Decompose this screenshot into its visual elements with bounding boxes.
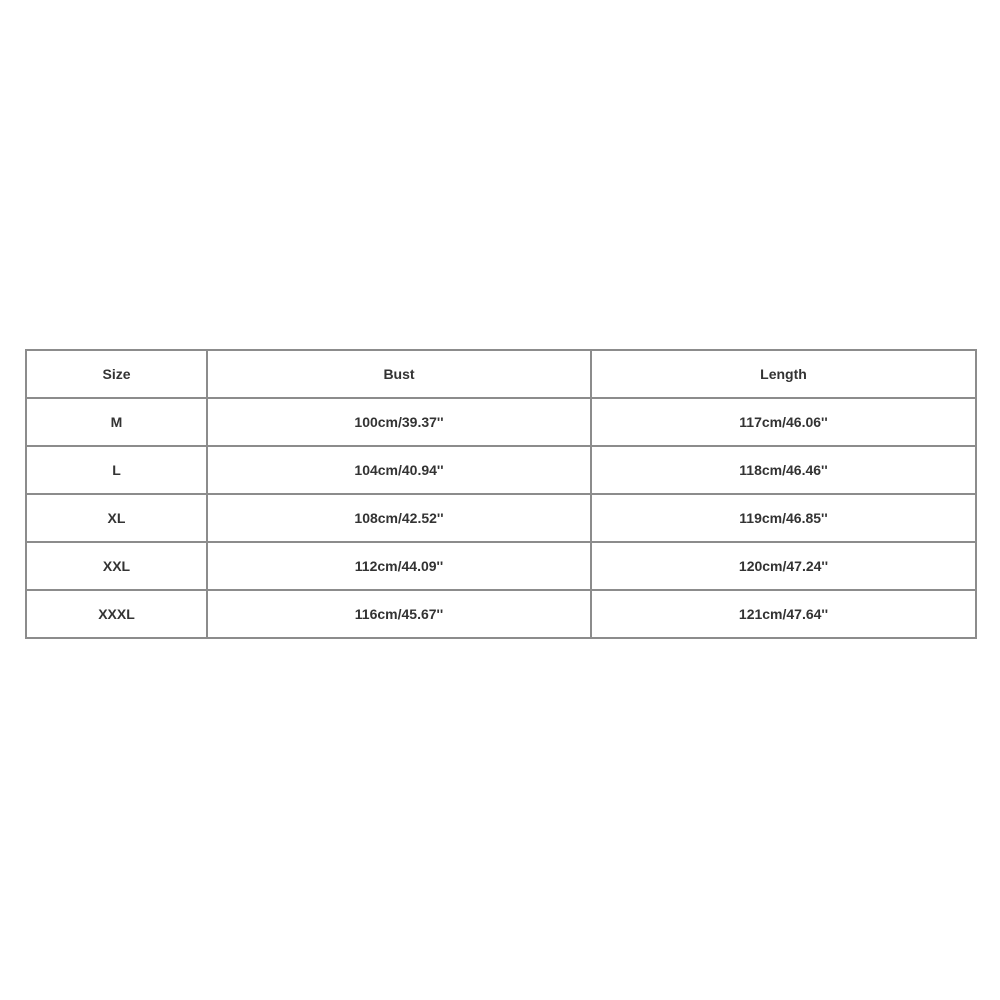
bust-cell: 116cm/45.67'' [207,590,591,638]
length-cell: 117cm/46.06'' [591,398,976,446]
header-size: Size [26,350,207,398]
table-row [26,494,976,542]
size-cell: M [26,398,207,446]
size-cell: L [26,446,207,494]
table-row [26,446,976,494]
length-cell: 120cm/47.24'' [591,542,976,590]
bust-cell: 108cm/42.52'' [207,494,591,542]
header-length: Length [591,350,976,398]
length-cell: 121cm/47.64'' [591,590,976,638]
bust-cell: 100cm/39.37'' [207,398,591,446]
bust-cell: 104cm/40.94'' [207,446,591,494]
header-bust: Bust [207,350,591,398]
size-cell: XXL [26,542,207,590]
length-cell: 118cm/46.46'' [591,446,976,494]
table-row [26,398,976,446]
table-row [26,542,976,590]
size-chart-table [25,349,977,639]
size-cell: XXXL [26,590,207,638]
table-row [26,590,976,638]
bust-cell: 112cm/44.09'' [207,542,591,590]
table-header-row [26,350,976,398]
length-cell: 119cm/46.85'' [591,494,976,542]
size-cell: XL [26,494,207,542]
